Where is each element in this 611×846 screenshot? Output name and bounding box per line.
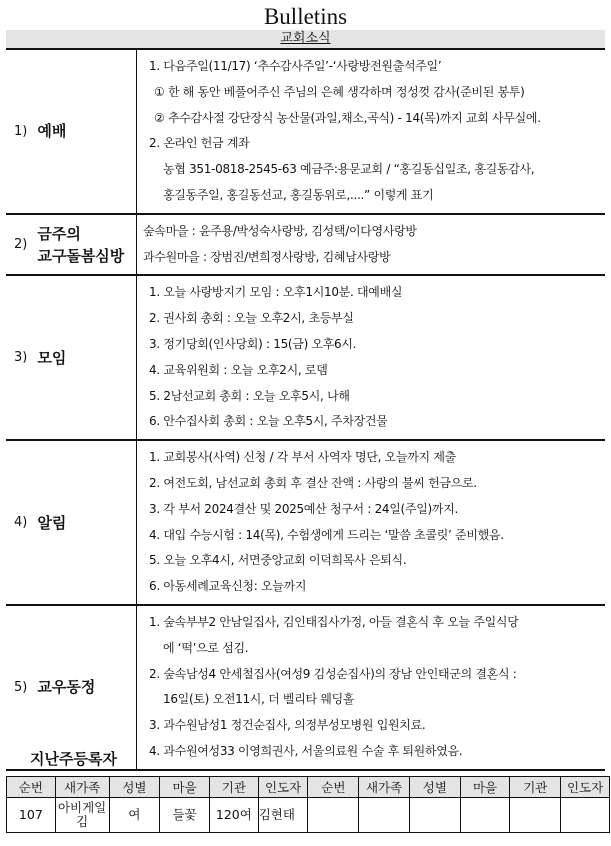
col-header-village-2: 마을	[460, 777, 510, 798]
section-line: 농협 351-0818-2545-63 예금주:용문교회 / “홍길동십일조, 홍길동감사,	[163, 162, 535, 177]
cell-new-family-2	[359, 798, 410, 833]
section-line: 에 ‘떡’으로 섬김.	[163, 640, 249, 655]
section-name	[37, 120, 66, 142]
section-number: 5)	[14, 679, 28, 695]
section-number: 1)	[14, 123, 28, 139]
section-body	[137, 606, 605, 769]
col-header-new-family-2: 새가족	[359, 777, 410, 798]
table-row	[7, 798, 610, 833]
section-name	[37, 676, 95, 698]
col-header-number-2: 순번	[308, 777, 359, 798]
col-header-guide-2: 인도자	[561, 777, 610, 798]
cell-gender: 여	[109, 798, 160, 833]
section-line: 3. 과수원남성1 정건순집사, 의정부성모병원 입원치료.	[149, 718, 426, 733]
cell-organization-2	[510, 798, 561, 833]
section-line: 4. 교육위원회 : 오늘 오후2시, 로뎀	[149, 362, 328, 377]
section-name-line: 알림	[37, 513, 67, 532]
section-member-news	[6, 606, 605, 771]
section-line: 4. 대입 수능시험 : 14(목), 수험생에게 드리는 ‘말씀 초콜릿’ 준비했음.	[149, 527, 504, 542]
section-line: 2. 온라인 헌금 계좌	[149, 136, 250, 151]
section-body	[137, 50, 605, 213]
section-worship	[6, 48, 605, 215]
section-name	[37, 223, 124, 267]
cell-village-2	[460, 798, 510, 833]
section-header-label: 교회소식	[280, 31, 331, 46]
col-header-organization-2: 기관	[510, 777, 561, 798]
section-number: 4)	[14, 515, 28, 531]
section-line: 4. 과수원여성33 이영희권사, 서울의료원 수술 후 퇴원하였음.	[149, 743, 463, 758]
bulletin-sections	[6, 48, 605, 771]
section-number: 2)	[14, 237, 28, 253]
section-label	[6, 50, 137, 213]
cell-gender-2	[409, 798, 460, 833]
col-header-organization: 기관	[210, 777, 259, 798]
section-meetings	[6, 276, 605, 441]
section-name	[37, 512, 66, 534]
section-announcements	[6, 441, 605, 606]
section-line: 6. 안수집사회 총회 : 오늘 오후5시, 주차장건물	[149, 414, 388, 429]
section-line: 1. 오늘 사랑방지기 모임 : 오후1시10분. 대예배실	[149, 285, 403, 300]
section-body	[137, 441, 605, 604]
cell-number: 107	[7, 798, 56, 833]
section-line: 2. 권사회 총회 : 오늘 오후2시, 초등부실	[149, 311, 354, 326]
col-header-gender-2: 성별	[409, 777, 460, 798]
section-name	[37, 347, 66, 369]
section-line: 숲속마을 : 윤주용/박성숙사랑방, 김성택/이다영사랑방	[143, 223, 417, 238]
section-line: 5. 2남선교회 총회 : 오늘 오후5시, 나해	[149, 388, 350, 403]
col-header-new-family: 새가족	[55, 777, 109, 798]
cell-new-family: 아비게일 김	[55, 798, 109, 833]
cell-guide-2	[561, 798, 610, 833]
section-line: ② 추수감사절 강단장식 농산물(과일,채소,곡식) - 14(목)까지 교회 사무실에.	[154, 110, 541, 125]
section-line: 16일(토) 오전11시, 더 벨리타 웨딩홀	[163, 692, 355, 707]
section-line: 2. 숲속남성4 안세철집사(여성9 김성순집사)의 장남 안인태군의 결혼식 :	[149, 666, 517, 681]
section-line: 홍길동주일, 홍길동선교, 홍길동위로,....” 이렇게 표기	[163, 187, 434, 202]
cell-number-2	[308, 798, 359, 833]
section-label	[6, 276, 137, 439]
page-title: Bulletins	[263, 4, 348, 29]
section-line: 1. 다음주일(11/17) ‘추수감사주일’-‘사랑방전원출석주일’	[149, 59, 442, 73]
section-name-line: 금주의	[37, 224, 81, 243]
section-header-bar	[6, 30, 605, 48]
registrants-title: 지난주등록자	[30, 750, 117, 768]
section-line: 6. 아동세례교육신청: 오늘까지	[149, 579, 307, 594]
col-header-gender: 성별	[109, 777, 160, 798]
section-line: 1. 교회봉사(사역) 신청 / 각 부서 사역자 명단, 오늘까지 제출	[149, 450, 456, 465]
section-line: 3. 정기당회(인사당회) : 15(금) 오후6시.	[149, 336, 357, 351]
section-line: 5. 오늘 오후4시, 서면중앙교회 이덕희목사 은퇴식.	[149, 553, 407, 568]
section-line: 3. 각 부서 2024결산 및 2025예산 청구서 : 24일(주일)까지.	[149, 501, 459, 516]
section-body	[137, 215, 605, 275]
section-pastoral-visit	[6, 215, 605, 277]
section-name-line: 예배	[37, 122, 67, 141]
section-line: ① 한 해 동안 베풀어주신 주님의 은혜 생각하며 정성껏 감사(준비된 봉투)	[154, 84, 525, 99]
col-header-number: 순번	[7, 777, 56, 798]
cell-village: 들꽃	[160, 798, 210, 833]
col-header-guide: 인도자	[258, 777, 308, 798]
section-name-line: 교우동정	[37, 678, 96, 697]
section-line: 과수원마을 : 장범진/변희정사랑방, 김혜남사랑방	[143, 249, 391, 264]
cell-organization: 120여	[210, 798, 259, 833]
section-line: 2. 여전도회, 남선교회 총회 후 결산 잔액 : 사랑의 불씨 헌금으로.	[149, 475, 477, 490]
section-name-line: 모임	[37, 348, 67, 367]
col-header-village: 마을	[160, 777, 210, 798]
registrants-table	[6, 776, 610, 833]
section-label	[6, 606, 137, 769]
section-line: 1. 숲속부부2 안남일집사, 김인태집사가정, 아들 결혼식 후 오늘 주일식당	[149, 614, 519, 629]
section-label	[6, 215, 137, 275]
section-label	[6, 441, 137, 604]
cell-guide: 김현태	[258, 798, 308, 833]
section-body	[137, 276, 605, 439]
section-name-line: 교구돌봄심방	[37, 246, 125, 265]
section-number: 3)	[14, 350, 28, 366]
registrants-header-row	[7, 777, 610, 798]
